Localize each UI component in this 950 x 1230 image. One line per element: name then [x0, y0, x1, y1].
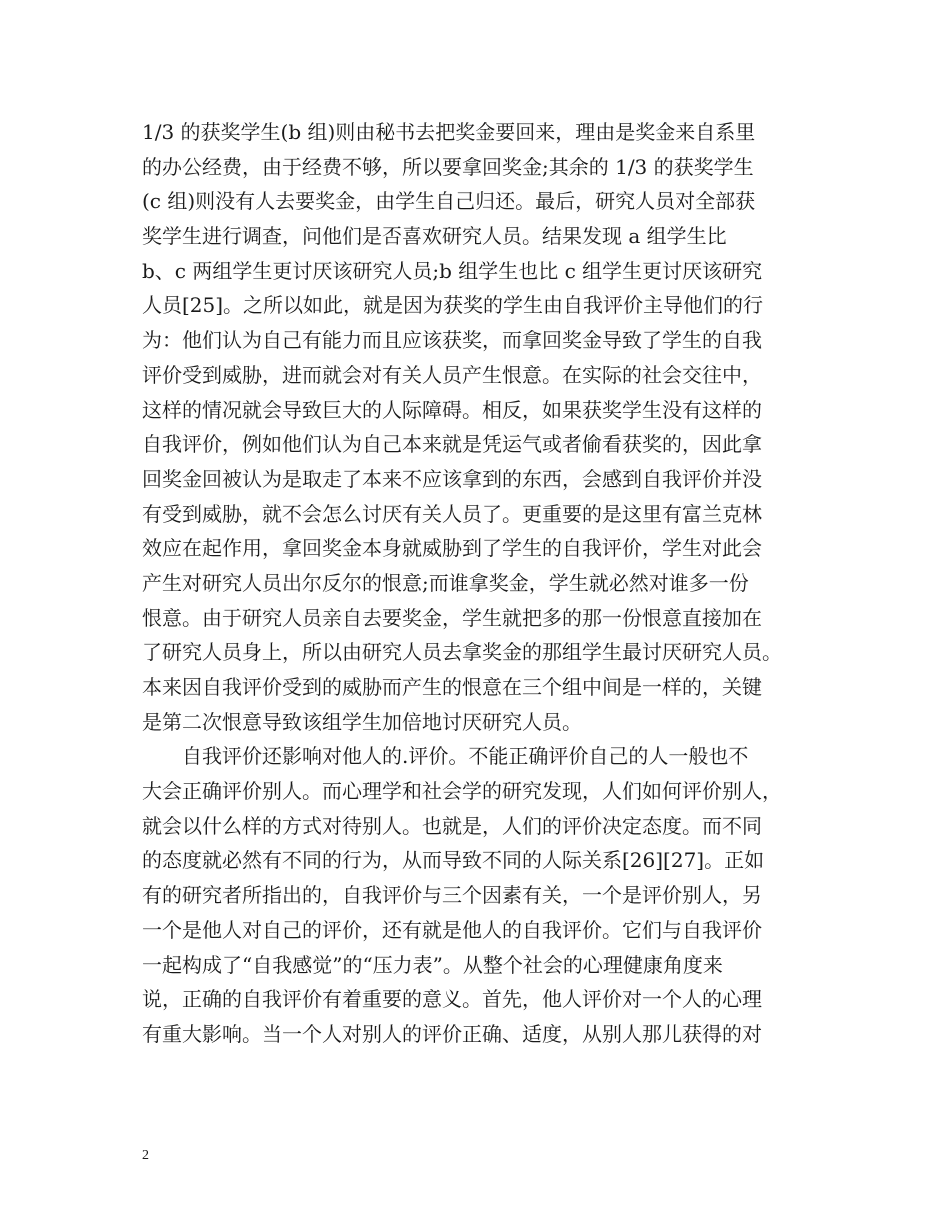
text-line: b、c 两组学生更讨厌该研究人员;b 组学生也比 c 组学生更讨厌该研究: [142, 258, 763, 283]
text-line: 效应在起作用，拿回奖金本身就威胁到了学生的自我评价，学生对此会: [142, 536, 762, 561]
text-line: 自我评价还影响对他人的.评价。不能正确评价自己的人一般也不: [142, 744, 749, 769]
text-line: 评价受到威胁，进而就会对有关人员产生恨意。在实际的社会交往中，: [142, 362, 762, 387]
text-line: 有的研究者所指出的，自我评价与三个因素有关，一个是评价别人，另: [142, 883, 762, 908]
text-line: 回奖金回被认为是取走了本来不应该拿到的东西，会感到自我评价并没: [142, 466, 762, 491]
text-line: 大会正确评价别人。而心理学和社会学的研究发现，人们如何评价别人，: [142, 779, 782, 804]
text-line: (c 组)则没有人去要奖金，由学生自己归还。最后，研究人员对全部获: [142, 189, 756, 214]
text-line: 是第二次恨意导致该组学生加倍地讨厌研究人员。: [142, 709, 582, 734]
text-line: 1/3 的获奖学生(b 组)则由秘书去把奖金要回来，理由是奖金来自系里: [142, 120, 756, 144]
text-line: 一个是他人对自己的评价，还有就是他人的自我评价。它们与自我评价: [142, 917, 762, 942]
body-text: [142, 115, 842, 1052]
text-line: 产生对研究人员出尔反尔的恨意;而谁拿奖金，学生就必然对谁多一份: [142, 570, 749, 595]
text-line: 奖学生进行调查，问他们是否喜欢研究人员。结果发现 a 组学生比: [142, 224, 727, 249]
text-line: 这样的情况就会导致巨大的人际障碍。相反，如果获奖学生没有这样的: [142, 397, 762, 422]
text-line: 的态度就必然有不同的行为，从而导致不同的人际关系[26][27]。正如: [142, 848, 765, 873]
page-number: 2: [142, 1148, 149, 1163]
text-line: 恨意。由于研究人员亲自去要奖金，学生就把多的那一份恨意直接加在: [142, 605, 762, 630]
text-line: 就会以什么样的方式对待别人。也就是，人们的评价决定态度。而不同: [142, 813, 762, 838]
text-line: 自我评价，例如他们认为自己本来就是凭运气或者偷看获奖的，因此拿: [142, 432, 762, 457]
text-line: 说，正确的自我评价有着重要的意义。首先，他人评价对一个人的心理: [142, 987, 762, 1012]
text-line: 的办公经费，由于经费不够，所以要拿回奖金;其余的 1/3 的获奖学生: [142, 154, 754, 179]
text-line: 有重大影响。当一个人对别人的评价正确、适度，从别人那儿获得的对: [142, 1021, 762, 1046]
text-line: 有受到威胁，就不会怎么讨厌有关人员了。更重要的是这里有富兰克林: [142, 501, 762, 526]
text-line: 一起构成了“自我感觉”的“压力表”。从整个社会的心理健康角度来: [142, 952, 723, 977]
text-line: 本来因自我评价受到的威胁而产生的恨意在三个组中间是一样的，关键: [142, 675, 762, 699]
text-line: 为：他们认为自己有能力而且应该获奖，而拿回奖金导致了学生的自我: [142, 328, 762, 353]
text-line: 了研究人员身上，所以由研究人员去拿奖金的那组学生最讨厌研究人员。: [142, 640, 782, 665]
text-line: 人员[25]。之所以如此，就是因为获奖的学生由自我评价主导他们的行: [142, 293, 764, 318]
